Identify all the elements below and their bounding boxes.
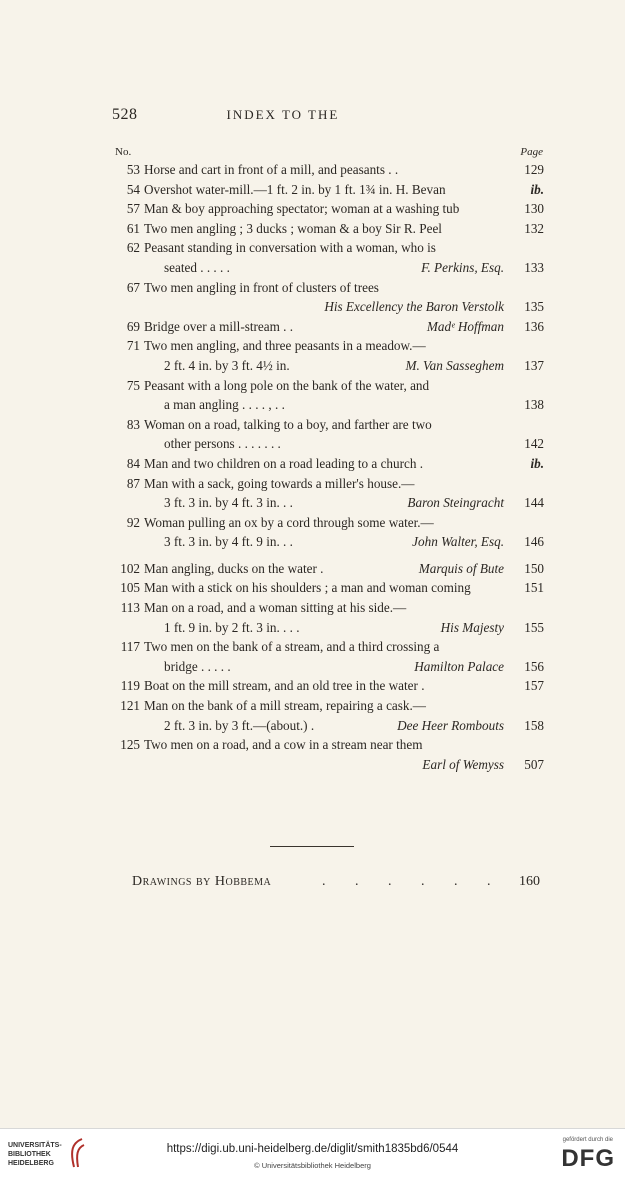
entry-description: Woman pulling an ox by a cord through some water.— (144, 514, 434, 530)
entry-number: 57 (126, 201, 140, 217)
entry-owner: Baron Steingracht (407, 495, 504, 511)
entry-description: Boat on the mill stream, and an old tree in the water . (144, 678, 425, 694)
index-entry-line (112, 258, 544, 278)
drawings-label: Drawings by Hobbema (132, 874, 272, 889)
index-entry-line (112, 618, 544, 638)
index-entry-line (112, 238, 544, 258)
index-entry-line (112, 434, 544, 454)
entry-description: Two men on a road, and a cow in a stream near them (144, 737, 423, 753)
index-entry-line (112, 735, 544, 755)
index-entry-line (112, 657, 544, 677)
entry-owner: Hamilton Palace (414, 658, 504, 674)
entry-number: 62 (126, 240, 140, 256)
index-entry-line (112, 297, 544, 317)
entry-page: ib. (530, 455, 544, 471)
entry-owner: Madᵉ Hoffman (426, 318, 504, 334)
entry-number: 53 (126, 162, 140, 177)
entry-page: 157 (524, 678, 544, 694)
drawings-leader-dots: . . . . . . (322, 874, 504, 889)
index-entry-line (112, 336, 544, 356)
entry-description: Overshot water-mill.—1 ft. 2 in. by 1 ft. 1¾ in. H. Bevan (144, 181, 446, 197)
entry-owner: Marquis of Bute (418, 560, 504, 576)
index-entry-line (112, 395, 544, 415)
entry-description: Peasant standing in conversation with a woman, who is (144, 240, 436, 256)
index-entries (112, 160, 544, 774)
entry-description: other persons . . . . . . . (164, 436, 281, 452)
entry-owner: M. Van Sasseghem (405, 357, 504, 373)
permalink-url[interactable]: https://digi.ub.uni-heidelberg.de/diglit/smith1835bd6/0544 (166, 1143, 459, 1155)
index-entry-line (112, 513, 544, 533)
entry-page: 137 (524, 357, 544, 373)
entry-description: Two men on the bank of a stream, and a third crossing a (144, 639, 440, 655)
index-entry-line (112, 415, 544, 435)
entry-page: 156 (524, 658, 544, 674)
entry-page: 144 (524, 495, 544, 511)
index-entry-line (112, 180, 544, 200)
library-line-1: UNIVERSITÄTS- (8, 1142, 62, 1149)
digitization-footer (0, 1128, 625, 1177)
index-entry-line (112, 716, 544, 736)
entry-description: Man & boy approaching spectator; woman at a washing tub (144, 201, 460, 217)
page-header (112, 106, 339, 124)
entry-description: Man on the bank of a mill stream, repairing a cask.— (144, 698, 426, 714)
entry-page: 135 (524, 299, 544, 315)
drawings-entry (132, 874, 540, 890)
library-line-3: HEIDELBERG (8, 1160, 54, 1167)
entry-description: Man and two children on a road leading to a church . (144, 455, 424, 471)
entry-description: 3 ft. 3 in. by 4 ft. 3 in. . . (164, 495, 293, 511)
entry-page: 507 (524, 756, 544, 772)
entry-number: 61 (126, 220, 140, 236)
entry-number: 119 (120, 678, 140, 694)
index-entry-line (112, 696, 544, 716)
entry-description: Horse and cart in front of a mill, and peasants . . (144, 162, 399, 177)
copyright-notice: © Universitätsbibliothek Heidelberg (254, 1161, 371, 1170)
index-entry-line (112, 676, 544, 696)
entry-number: 121 (120, 698, 140, 714)
index-entry-line (112, 493, 544, 513)
library-line-2: BIBLIOTHEK (8, 1151, 51, 1158)
entry-owner: F. Perkins, Esq. (421, 259, 504, 275)
entry-description: Peasant with a long pole on the bank of the water, and (144, 377, 430, 393)
index-entry-line (112, 317, 544, 337)
entry-page: 146 (524, 534, 544, 550)
entry-page: 133 (524, 259, 544, 275)
entry-page: ib. (530, 181, 544, 197)
index-entry-line (112, 376, 544, 396)
index-entry-line (112, 219, 544, 239)
entry-description: Two men angling in front of clusters of trees (144, 279, 379, 295)
entry-description: 3 ft. 3 in. by 4 ft. 9 in. . . (164, 534, 293, 550)
entry-number: 113 (120, 600, 140, 616)
entry-number: 69 (126, 318, 140, 334)
entry-number: 83 (126, 416, 140, 432)
drawings-page: 160 (519, 874, 540, 889)
index-entry-line (112, 578, 544, 598)
entry-page: 151 (524, 580, 544, 596)
entry-description: Man angling, ducks on the water . (144, 560, 324, 576)
entry-owner: John Walter, Esq. (412, 534, 504, 550)
entry-number: 75 (126, 377, 140, 393)
entry-number: 117 (120, 639, 140, 655)
entry-page: 132 (524, 220, 544, 236)
entry-number: 92 (126, 514, 140, 530)
column-headings (115, 146, 543, 158)
entry-page: 130 (524, 201, 544, 217)
entry-number: 54 (126, 181, 140, 197)
funded-by-text: gefördert durch die (562, 1137, 613, 1143)
index-entry-line (112, 474, 544, 494)
entry-description: 2 ft. 3 in. by 3 ft.—(about.) . (164, 717, 315, 733)
entry-page: 150 (524, 560, 544, 576)
entry-page: 138 (524, 397, 544, 413)
entry-description: Man with a stick on his shoulders ; a man and woman coming (144, 580, 471, 596)
index-entry-line (112, 755, 544, 775)
entry-description: Two men angling, and three peasants in a meadow.— (144, 338, 426, 354)
entry-number: 102 (120, 560, 140, 576)
dfg-logo: DFG (561, 1145, 615, 1172)
entry-number: 84 (126, 455, 140, 471)
entry-page: 129 (524, 162, 544, 177)
no-column-label: No. (115, 146, 132, 158)
entry-owner: His Excellency the Baron Verstolk (324, 299, 504, 315)
index-entry-line (112, 532, 544, 552)
entry-description: bridge . . . . . (164, 658, 231, 674)
entry-description: 2 ft. 4 in. by 3 ft. 4½ in. (164, 357, 290, 373)
index-entry-line (112, 559, 544, 579)
entry-description: seated . . . . . (164, 259, 230, 275)
entry-page: 155 (524, 619, 544, 635)
entry-number: 71 (126, 338, 140, 354)
entry-page: 158 (524, 717, 544, 733)
entry-owner: Earl of Wemyss (422, 756, 504, 772)
index-entry-line (112, 454, 544, 474)
entry-number: 87 (126, 475, 140, 491)
index-entry-line (112, 598, 544, 618)
entry-description: 1 ft. 9 in. by 2 ft. 3 in. . . . (164, 619, 300, 635)
index-entry-line (112, 199, 544, 219)
running-title: INDEX TO THE (226, 107, 340, 122)
entry-description: a man angling . . . . , . . (164, 397, 285, 413)
index-entry-line (112, 356, 544, 376)
section-divider (270, 846, 354, 847)
entry-number: 67 (126, 279, 140, 295)
entry-description: Woman on a road, talking to a boy, and farther are two (144, 416, 432, 432)
entry-description: Man on a road, and a woman sitting at his side.— (144, 600, 407, 616)
entry-owner: His Majesty (440, 619, 504, 635)
index-entry-line (112, 278, 544, 298)
index-entry-line (112, 160, 544, 180)
entry-description: Man with a sack, going towards a miller's house.— (144, 475, 415, 491)
entry-number: 105 (120, 580, 140, 596)
entry-page: 136 (524, 318, 544, 334)
entry-description: Two men angling ; 3 ducks ; woman & a boy Sir R. Peel (144, 220, 442, 236)
entry-number: 125 (120, 737, 140, 753)
page-column-label: Page (520, 146, 543, 158)
index-entry-line (112, 637, 544, 657)
entry-owner: Dee Heer Rombouts (397, 717, 504, 733)
entry-page: 142 (524, 436, 544, 452)
entry-description: Bridge over a mill-stream . . (144, 318, 294, 334)
page-number: 528 (112, 106, 138, 123)
